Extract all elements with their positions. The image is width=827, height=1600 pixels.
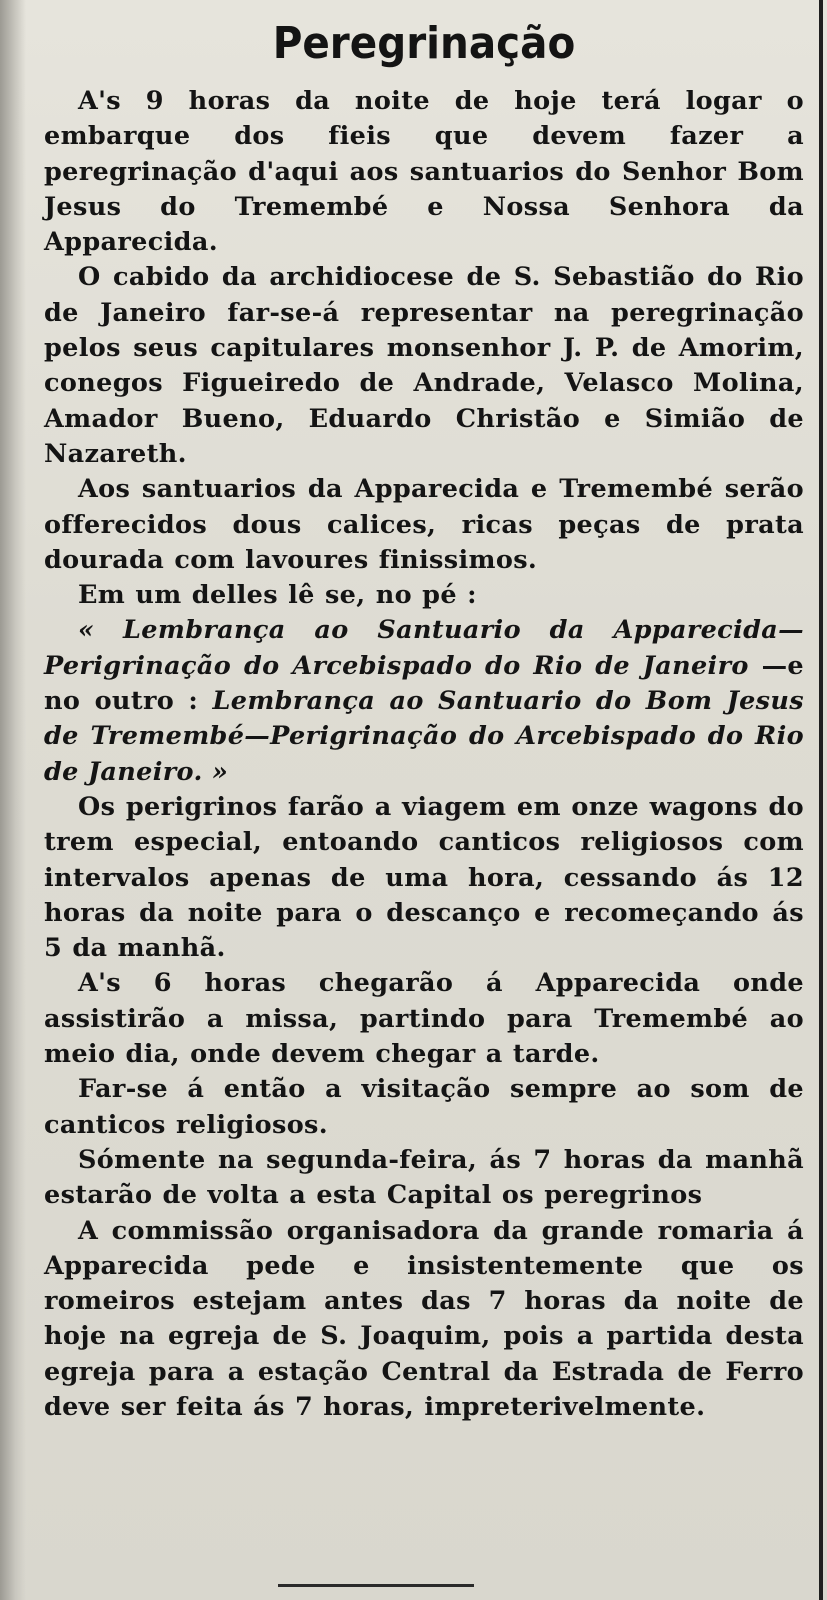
article-paragraph-4: Em um delles lê se, no pé :: [78, 580, 477, 611]
chalice-inscription-quote: [44, 613, 804, 789]
paper-fold-shadow: [0, 0, 26, 1600]
inscription-apparecida: « Lembrança ao Santuario da Apparecida—Perigrinação do Arcebispado do Rio de Janeiro: [44, 615, 804, 681]
article-paragraph-1: A's 9 horas da noite de hoje terá logar o embarque dos fieis que devem fazer a peregrinação d'aqui aos santuarios do Senhor Bom Jesus do Tremembé e Nossa Senhora da Apparecida.: [44, 86, 804, 258]
inscription-joiner: —e no outro :: [44, 650, 804, 717]
article-paragraph-3: Aos santuarios da Apparecida e Tremembé serão offerecidos dous calices, ricas peças de prata dourada com lavoures finissimos.: [44, 474, 804, 575]
article-paragraph-5: Os perigrinos farão a viagem em onze wagons do trem especial, entoando canticos religiosos com intervalos apenas de uma hora, cessando ás 12 horas da noite para o descanço e recomeçando ás 5 da manhã.: [44, 791, 804, 964]
article-paragraph-9: A commissão organisadora da grande romaria á Apparecida pede e insistentemente que os romeiros estejam antes das 7 horas da noite de hoje na egreja de S. Joaquim, pois a partida desta egreja para a estação Central da Estrada de Ferro deve ser feita ás 7 horas, impreterivelmente.: [44, 1215, 804, 1422]
article-headline: Peregrinação: [272, 18, 576, 69]
column-rule: [819, 0, 823, 1600]
article-paragraph-7: Far-se á então a visitação sempre ao som de canticos religiosos.: [44, 1074, 804, 1140]
article-paragraph-2: O cabido da archidiocese de S. Sebastião do Rio de Janeiro far-se-á representar na peregrinação pelos seus capitulares monsenhor J. P. de Amorim, conegos Figueiredo de Andrade, Velasco Molina, Amador Bueno, Eduardo Christão e Simião de Nazareth.: [44, 262, 804, 469]
article-paragraph-8: Sómente na segunda-feira, ás 7 horas da manhã estarão de volta a esta Capital os peregrinos: [44, 1144, 804, 1211]
end-of-article-rule: [278, 1584, 474, 1587]
article-paragraph-6: A's 6 horas chegarão á Apparecida onde assistirão a missa, partindo para Tremembé ao meio dia, onde devem chegar a tarde.: [44, 968, 804, 1070]
article: [44, 8, 804, 1425]
inscription-tremembe: Lembrança ao Santuario do Bom Jesus de Tremembé—Perigrinação do Arcebispado do Rio de Janeiro. »: [44, 686, 804, 787]
